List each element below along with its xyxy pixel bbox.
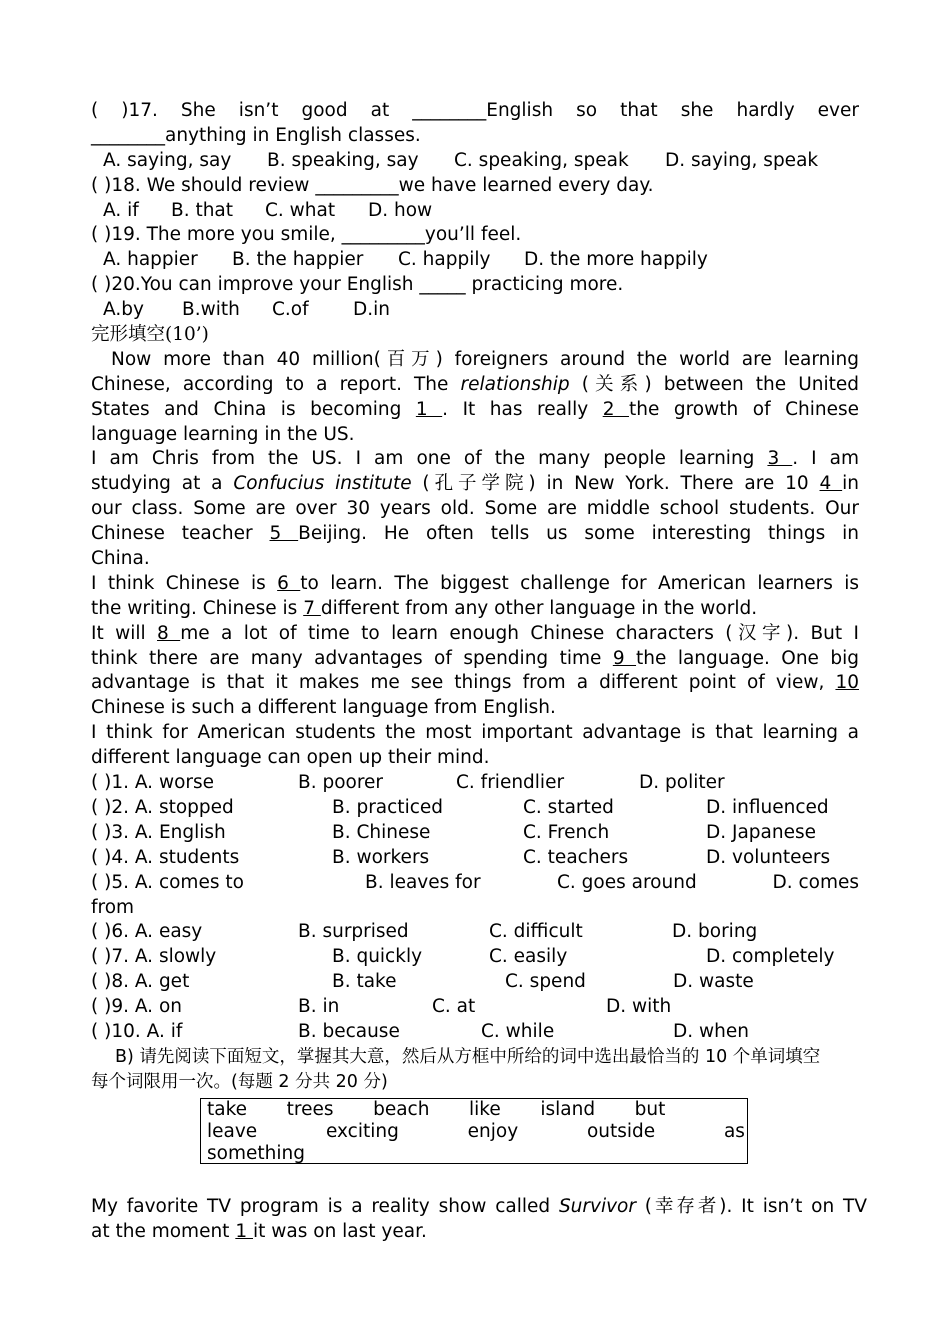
blank-3: 3 bbox=[767, 448, 793, 470]
text-span: ( )5. A. comes to bbox=[91, 871, 244, 893]
cloze-item bbox=[91, 771, 859, 796]
blank-5: 5 bbox=[269, 523, 299, 545]
text-span: take bbox=[207, 1099, 248, 1120]
blank-1: 1 bbox=[415, 398, 443, 420]
passage-line bbox=[91, 1195, 867, 1220]
option: D. saying, speak bbox=[665, 149, 819, 171]
q17-options bbox=[91, 149, 859, 174]
text-span: trees bbox=[286, 1099, 334, 1120]
text-span: the language. One big bbox=[636, 647, 859, 669]
text-span: D. when bbox=[673, 1020, 749, 1042]
q18-options bbox=[91, 199, 859, 224]
cloze-item bbox=[91, 821, 859, 846]
passage-line bbox=[91, 398, 859, 423]
text-span: C. teachers bbox=[523, 846, 629, 868]
cloze-title: 完形填空(10’) bbox=[91, 324, 209, 346]
passage-line: I think for American students the most important advantage is that learning a bbox=[91, 722, 859, 744]
text-span: (关系) between the United bbox=[569, 373, 859, 395]
text-span: B. quickly bbox=[332, 946, 423, 968]
cloze-item bbox=[91, 846, 859, 871]
text-span: advantage is that it makes me see things from a different point of view, bbox=[91, 672, 836, 694]
option: A. saying, say bbox=[103, 149, 232, 171]
cloze-item bbox=[91, 995, 859, 1020]
blank-8: 8 bbox=[157, 622, 181, 644]
blank-2: 2 bbox=[602, 398, 629, 420]
text-span: ( )7. A. slowly bbox=[91, 946, 217, 968]
text-span: exciting bbox=[326, 1121, 399, 1142]
text-span: D. comes bbox=[772, 871, 859, 893]
text-span: D. politer bbox=[639, 772, 725, 794]
text-span: at the moment bbox=[91, 1220, 236, 1242]
word-box bbox=[200, 1098, 748, 1164]
text-span: It will bbox=[91, 622, 158, 644]
text-span: studying at a bbox=[91, 473, 234, 495]
passage-line bbox=[91, 522, 859, 547]
passage-line bbox=[91, 1220, 867, 1245]
text-span: think there are many advantages of spending time bbox=[91, 647, 613, 669]
passage-line: our class. Some are over 30 years old. Some are middle school students. Our bbox=[91, 498, 859, 520]
text-span: C. friendlier bbox=[456, 772, 565, 794]
passage-line bbox=[91, 447, 859, 472]
passage-line bbox=[91, 647, 859, 672]
text-span: the writing. Chinese is bbox=[91, 597, 304, 619]
text-span: in bbox=[842, 473, 859, 495]
text-span: D. with bbox=[606, 996, 672, 1018]
text-span: B. take bbox=[332, 971, 397, 993]
text-span: D. boring bbox=[672, 921, 758, 943]
q17-stem: ( )17. She isn’t good at ________English so that she hardly ever bbox=[91, 100, 859, 121]
q17-stem-cont: ________anything in English classes. bbox=[91, 124, 421, 146]
text-span: . I am bbox=[792, 448, 859, 470]
text-span: C. spend bbox=[505, 971, 586, 993]
text-span: Survivor bbox=[558, 1196, 636, 1217]
text-span: Chinese, according to a report. The bbox=[91, 373, 461, 395]
passage-line bbox=[91, 572, 859, 597]
text-span: B. poorer bbox=[298, 772, 384, 794]
text-span: enjoy bbox=[467, 1121, 519, 1142]
text-span: ( )6. A. easy bbox=[91, 921, 203, 943]
text-span: D. Japanese bbox=[706, 821, 817, 843]
text-span: Confucius institute bbox=[233, 473, 412, 495]
text-span: I am Chris from the US. I am one of the many people learning bbox=[91, 448, 768, 470]
text-span: as bbox=[723, 1121, 745, 1142]
text-span: D. influenced bbox=[706, 796, 829, 818]
text-span: C. at bbox=[432, 996, 476, 1018]
survivor-passage bbox=[91, 1195, 867, 1245]
text-span: I think Chinese is bbox=[91, 572, 278, 594]
option: C. what bbox=[265, 199, 336, 221]
q20-stem: ( )20.You can improve your English _____ practicing more. bbox=[91, 274, 624, 296]
option: B. speaking, say bbox=[267, 149, 419, 171]
text-span: B. in bbox=[298, 996, 340, 1018]
cloze-item bbox=[91, 945, 859, 970]
blank-10: 10 bbox=[835, 672, 859, 694]
text-span: (幸存者). It isn’t on TV bbox=[635, 1196, 867, 1217]
passage-line: different language can open up their mind. bbox=[91, 747, 490, 769]
text-span: B. because bbox=[298, 1020, 400, 1042]
option: A. if bbox=[103, 199, 139, 221]
option: B. the happier bbox=[232, 249, 364, 271]
cloze-item-cont: from bbox=[91, 896, 135, 918]
option: D. how bbox=[368, 199, 433, 221]
text-span: . It has really bbox=[442, 398, 603, 420]
text-span: D. completely bbox=[706, 946, 835, 968]
blank-9: 9 bbox=[612, 647, 637, 669]
text-span: like bbox=[469, 1099, 501, 1120]
text-span: beach bbox=[373, 1099, 430, 1120]
option: B.with bbox=[182, 299, 240, 321]
cloze-item bbox=[91, 970, 859, 995]
text-span: something bbox=[207, 1143, 305, 1164]
option: B. that bbox=[171, 199, 234, 221]
option: C. happily bbox=[398, 249, 491, 271]
passage-line: China. bbox=[91, 548, 150, 570]
text-span: D. waste bbox=[673, 971, 754, 993]
text-span: outside bbox=[586, 1121, 656, 1142]
option: A.by bbox=[103, 299, 144, 321]
text-span: ( )4. A. students bbox=[91, 846, 240, 868]
text-span: to learn. The biggest challenge for American learners is bbox=[300, 572, 860, 594]
passage-line bbox=[91, 671, 859, 696]
text-span: D. volunteers bbox=[706, 846, 831, 868]
blank-7: 7 bbox=[303, 597, 321, 619]
cloze-item bbox=[91, 796, 859, 821]
text-span: ( )1. A. worse bbox=[91, 772, 215, 794]
text-span: ( )2. A. stopped bbox=[91, 796, 234, 818]
text-span: island bbox=[540, 1099, 596, 1120]
text-span: States and China is becoming bbox=[91, 398, 416, 420]
text-span: C. French bbox=[523, 821, 610, 843]
text-span: ( )9. A. on bbox=[91, 996, 182, 1018]
text-span: B. practiced bbox=[332, 796, 443, 818]
text-span: different from any other language in the world. bbox=[320, 597, 758, 619]
option: D.in bbox=[353, 299, 390, 321]
text-span: My favorite TV program is a reality show called bbox=[91, 1196, 559, 1217]
q19-options bbox=[91, 248, 859, 273]
blank-6: 6 bbox=[277, 572, 301, 594]
passage-line bbox=[91, 622, 859, 647]
word-box-row bbox=[207, 1121, 747, 1143]
passage-line bbox=[91, 373, 859, 398]
q19-stem: ( )19. The more you smile, _________you’ll feel. bbox=[91, 224, 522, 246]
worksheet bbox=[91, 99, 859, 1095]
passage-line: language learning in the US. bbox=[91, 423, 355, 445]
option: C.of bbox=[272, 299, 309, 321]
text-span: ( )8. A. get bbox=[91, 971, 190, 993]
text-span: leave bbox=[207, 1121, 258, 1142]
text-span: B. leaves for bbox=[365, 871, 481, 893]
text-span: Beijing. He often tells us some interesting things in bbox=[298, 523, 860, 545]
text-span: the growth of Chinese bbox=[628, 398, 860, 420]
passage-line: Chinese is such a different language from English. bbox=[91, 697, 556, 719]
text-span: ( )3. A. English bbox=[91, 821, 226, 843]
text-span: B. surprised bbox=[298, 921, 409, 943]
word-box-row bbox=[207, 1143, 747, 1165]
word-box-row bbox=[207, 1099, 747, 1121]
text-span: (孔子学院) in New York. There are 10 bbox=[411, 473, 820, 495]
passage-line bbox=[91, 597, 859, 622]
text-span: relationship bbox=[460, 373, 570, 395]
option: A. happier bbox=[103, 249, 198, 271]
cloze-item bbox=[91, 1020, 859, 1045]
text-span: C. difficult bbox=[489, 921, 583, 943]
passage-line: Now more than 40 million(百万) foreigners around the world are learning bbox=[111, 348, 859, 370]
cloze-item bbox=[91, 871, 859, 896]
text-span: B. workers bbox=[332, 846, 430, 868]
q20-options bbox=[91, 298, 859, 323]
section-b-instructions: B) 请先阅读下面短文，掌握其大意，然后从方框中所给的词中选出最恰当的 10 个单词填空 bbox=[115, 1046, 821, 1067]
option: C. speaking, speak bbox=[454, 149, 629, 171]
text-span: me a lot of time to learn enough Chinese characters (汉字). But I bbox=[180, 622, 859, 644]
text-span: it was on last year. bbox=[252, 1220, 427, 1242]
text-span: but bbox=[634, 1099, 666, 1120]
section-b-instructions-cont: 每个词限用一次。(每题 2 分共 20 分) bbox=[91, 1071, 388, 1092]
cloze-item bbox=[91, 920, 859, 945]
text-span: B. Chinese bbox=[332, 821, 431, 843]
text-span: Chinese teacher bbox=[91, 523, 270, 545]
blank-4: 4 bbox=[819, 473, 843, 495]
text-span: C. easily bbox=[489, 946, 568, 968]
option: D. the more happily bbox=[524, 249, 708, 271]
passage-line bbox=[91, 472, 859, 497]
blank-1: 1 bbox=[235, 1220, 253, 1242]
text-span: ( )10. A. if bbox=[91, 1020, 183, 1042]
text-span: C. started bbox=[523, 796, 614, 818]
text-span: C. while bbox=[481, 1020, 555, 1042]
text-span: C. goes around bbox=[557, 871, 697, 893]
q18-stem: ( )18. We should review _________we have learned every day. bbox=[91, 174, 654, 196]
